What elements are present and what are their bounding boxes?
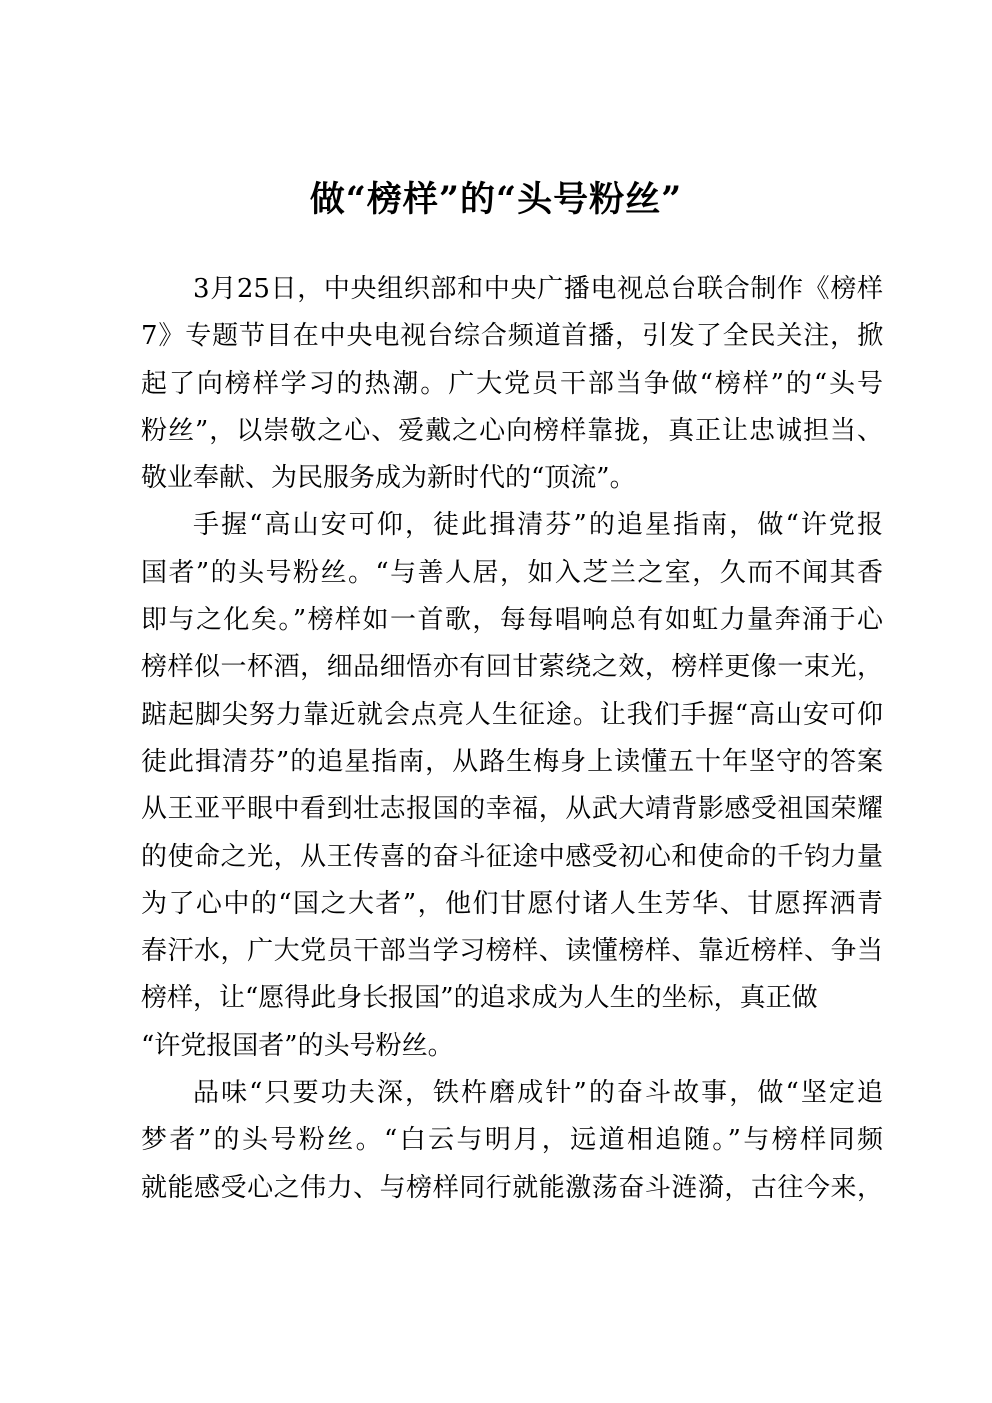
text-line: 国者”的头号粉丝。“与善人居，如入芝兰之室，久而不闻其香 bbox=[141, 557, 883, 588]
text-line: 的使命之光，从王传喜的奋斗征途中感受初心和使命的千钧力量 bbox=[141, 841, 883, 872]
text-line: 从王亚平眼中看到壮志报国的幸福，从武大靖背影感受祖国荣耀 bbox=[141, 794, 883, 825]
text-line: 为了心中的“国之大者”，他们甘愿付诸人生芳华、甘愿挥洒青 bbox=[141, 888, 883, 919]
text-line: 春汗水，广大党员干部当学习榜样、读懂榜样、靠近榜样、争当 bbox=[141, 936, 883, 967]
text-line: “许党报国者”的头号粉丝。 bbox=[141, 1030, 454, 1061]
document-title: 做“榜样”的“头号粉丝” bbox=[309, 179, 683, 220]
text-line: 3月25日，中央组织部和中央广播电视总台联合制作《榜样 bbox=[193, 274, 883, 304]
text-line: 徒此揖清芬”的追星指南，从路生梅身上读懂五十年坚守的答案 bbox=[141, 746, 883, 777]
document-body bbox=[141, 266, 901, 1212]
text-line: 踮起脚尖努力靠近就会点亮人生征途。让我们手握“高山安可仰 bbox=[141, 699, 883, 730]
text-line: 榜样似一杯酒，细品细悟亦有回甘萦绕之效，榜样更像一束光， bbox=[141, 652, 883, 683]
text-line: 品味“只要功夫深，铁杵磨成针”的奋斗故事，做“坚定追 bbox=[193, 1078, 883, 1109]
text-line: 即与之化矣。”榜样如一首歌，每每唱响总有如虹力量奔涌于心 bbox=[141, 605, 883, 636]
text-line: 就能感受心之伟力、与榜样同行就能激荡奋斗涟漪，古往今来， bbox=[141, 1172, 883, 1203]
text-line: 手握“高山安可仰，徒此揖清芬”的追星指南，做“许党报 bbox=[193, 510, 883, 541]
text-line: 粉丝”，以崇敬之心、爱戴之心向榜样靠拢，真正让忠诚担当、 bbox=[141, 415, 883, 446]
text-line: 榜样，让“愿得此身长报国”的追求成为人生的坐标，真正做 bbox=[141, 983, 818, 1014]
text-line: 7》专题节目在中央电视台综合频道首播，引发了全民关注，掀 bbox=[141, 321, 883, 352]
text-line: 敬业奉献、为民服务成为新时代的“顶流”。 bbox=[141, 463, 636, 494]
text-line: 梦者”的头号粉丝。“白云与明月，远道相追随。”与榜样同频 bbox=[141, 1125, 883, 1156]
text-line: 起了向榜样学习的热潮。广大党员干部当争做“榜样”的“头号 bbox=[141, 368, 883, 399]
